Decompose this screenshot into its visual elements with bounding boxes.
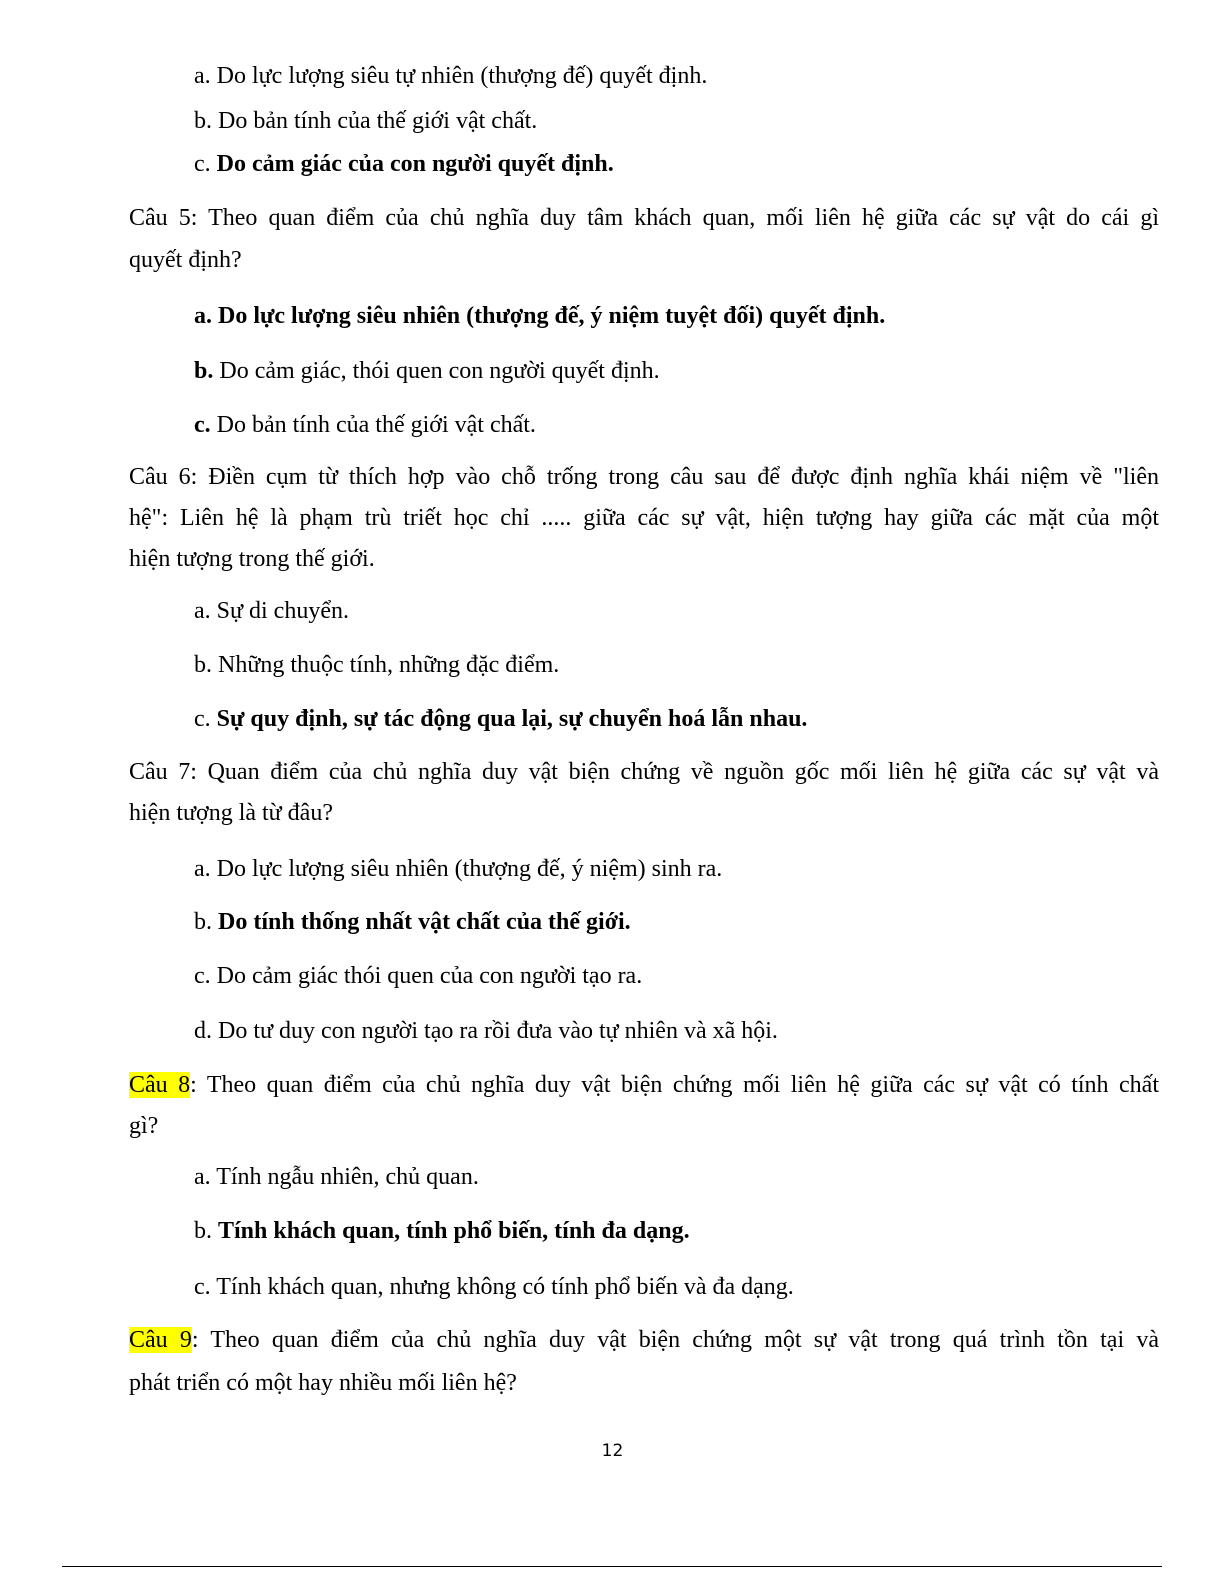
q5-option-c-letter: c. (194, 412, 211, 438)
q7-text-line-2: hiện tượng là từ đâu? (129, 800, 333, 826)
q5-option-b-letter: b. (194, 358, 214, 384)
q4-option-c-answer: Do cảm giác của con người quyết định. (216, 151, 614, 177)
q9-text-line-1-rest: : Theo quan điểm của chủ nghĩa duy vật biện chứng một sự vật trong quá trình tồn tại và (191, 1327, 1159, 1353)
q8-label-highlighted: Câu 8 (129, 1072, 191, 1098)
q5-option-a (194, 301, 885, 331)
q8-option-a: a. Tính ngẫu nhiên, chủ quan. (194, 1164, 479, 1190)
q8-text-line-1-rest: : Theo quan điểm của chủ nghĩa duy vật biện chứng mối liên hệ giữa các sự vật có tính chất (190, 1072, 1159, 1098)
q9-label-highlighted: Câu 9 (129, 1327, 192, 1353)
q5-option-c (194, 410, 536, 440)
q5-option-c-text: Do bản tính của thế giới vật chất. (210, 412, 536, 438)
q7-option-a: a. Do lực lượng siêu nhiên (thượng đế, ý niệm) sinh ra. (194, 856, 723, 882)
q9-text-line-2: phát triển có một hay nhiều mối liên hệ? (129, 1370, 517, 1396)
footer-divider (62, 1566, 1162, 1567)
q8-text-line-2: gì? (129, 1113, 159, 1139)
q8-option-b (194, 1216, 690, 1246)
q4-option-a: a. Do lực lượng siêu tự nhiên (thượng đế) quyết định. (194, 63, 708, 89)
q6-option-c (194, 704, 807, 734)
q6-option-c-prefix: c. (194, 706, 217, 732)
q8-option-b-answer: Tính khách quan, tính phổ biến, tính đa dạng. (218, 1218, 690, 1244)
q7-text-line-1: Câu 7: Quan điểm của chủ nghĩa duy vật biện chứng về nguồn gốc mối liên hệ giữa các sự vật và (129, 759, 1159, 785)
q7-option-d: d. Do tư duy con người tạo ra rồi đưa vào tự nhiên và xã hội. (194, 1018, 778, 1044)
q6-option-c-answer: Sự quy định, sự tác động qua lại, sự chuyển hoá lẫn nhau. (216, 706, 808, 732)
q5-option-a-answer: a. Do lực lượng siêu nhiên (thượng đế, ý niệm tuyệt đối) quyết định. (194, 303, 886, 329)
q6-text-line-1: Câu 6: Điền cụm từ thích hợp vào chỗ trống trong câu sau để được định nghĩa khái niệm về "liên (129, 464, 1159, 490)
q5-text-line-2: quyết định? (129, 247, 242, 273)
q4-option-c (194, 149, 614, 179)
q6-option-a: a. Sự di chuyển. (194, 598, 349, 624)
q6-option-b: b. Những thuộc tính, những đặc điểm. (194, 652, 560, 678)
q5-option-b-text: Do cảm giác, thói quen con người quyết định. (213, 358, 660, 384)
q8-text-line-1 (129, 1070, 1159, 1100)
q6-text-line-3: hiện tượng trong thế giới. (129, 546, 375, 572)
q9-text-line-1 (129, 1325, 1159, 1355)
q7-option-b-prefix: b. (194, 909, 218, 935)
q5-option-b (194, 356, 660, 386)
q8-option-b-prefix: b. (194, 1218, 218, 1244)
q7-option-c: c. Do cảm giác thói quen của con người tạo ra. (194, 963, 643, 989)
q4-option-c-prefix: c. (194, 151, 217, 177)
q5-text-line-1: Câu 5: Theo quan điểm của chủ nghĩa duy tâm khách quan, mối liên hệ giữa các sự vật do cái gì (129, 205, 1159, 231)
q8-option-c: c. Tính khách quan, nhưng không có tính phổ biến và đa dạng. (194, 1274, 794, 1300)
q7-option-b-answer: Do tính thống nhất vật chất của thế giới. (218, 909, 631, 935)
page-number: 12 (601, 1441, 624, 1461)
q7-option-b (194, 907, 631, 937)
q4-option-b: b. Do bản tính của thế giới vật chất. (194, 108, 538, 134)
q6-text-line-2: hệ": Liên hệ là phạm trù triết học chỉ ..... giữa các sự vật, hiện tượng hay giữa các mặt của một (129, 505, 1159, 531)
